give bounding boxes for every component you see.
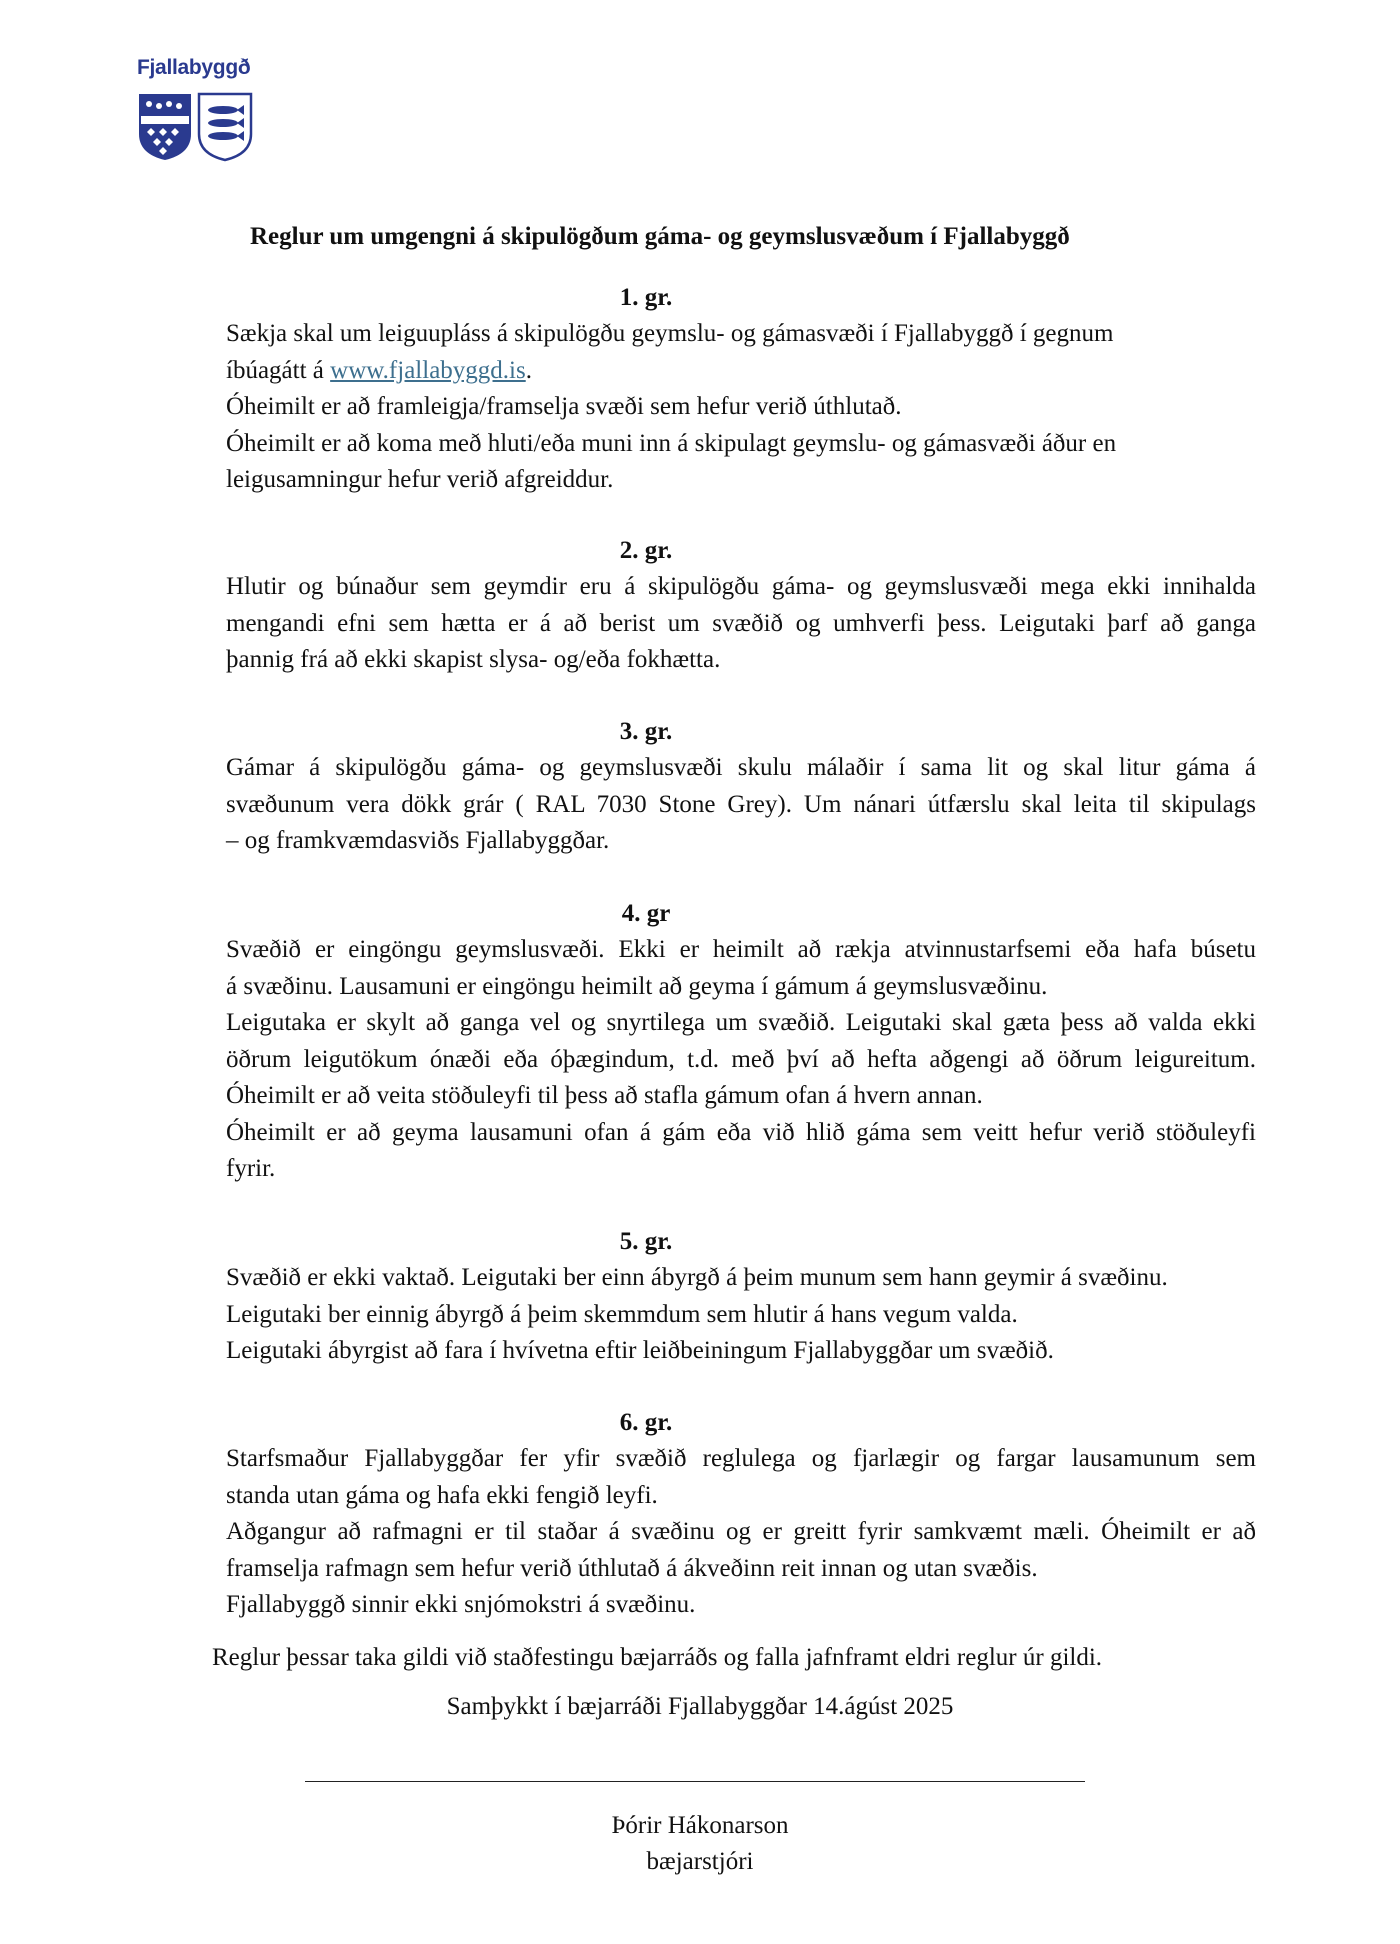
article-line: Fjallabyggð sinnir ekki snjómokstri á svæðinu. — [226, 1591, 696, 1618]
article-line: – og framkvæmdasviðs Fjallabyggðar. — [226, 827, 610, 854]
article-line: svæðunum vera dökk grár ( RAL 7030 Stone Grey). Um nánari útfærslu skal leita til skipulags — [226, 790, 1256, 818]
article-line: Svæðið er eingöngu geymslusvæði. Ekki er heimilt að rækja atvinnustarfsemi eða hafa búsetu — [226, 936, 1256, 963]
article-line: standa utan gáma og hafa ekki fengið leyfi. — [226, 1481, 658, 1509]
article-6 — [226, 1405, 1256, 1624]
approval-date: Samþykkt í bæjarráði Fjallabyggðar 14.ágúst 2025 — [446, 1693, 954, 1720]
signature-line — [305, 1781, 1085, 1782]
coat-of-arms-icon — [137, 92, 257, 162]
article-line — [226, 353, 1226, 390]
article-line: leigusamningur hefur verið afgreiddur. — [226, 466, 614, 493]
article-2 — [226, 533, 1256, 679]
article-line: framselja rafmagn sem hefur verið úthlutað á ákveðinn reit innan og utan svæðis. — [226, 1554, 1038, 1582]
article-line: Óheimilt er að geyma lausamuni ofan á gám eða við hlið gáma sem veitt hefur verið stöðuleyfi — [226, 1118, 1256, 1146]
document-title: Reglur um umgengni á skipulögðum gáma- og geymslusvæðum í Fjallabyggð — [250, 223, 1070, 250]
article-line: mengandi efni sem hætta er á að berist um svæðið og umhverfi þess. Leigutaki þarf að ganga — [226, 609, 1256, 637]
article-line: Sækja skal um leiguupláss á skipulögðu geymslu- og gámasvæði í Fjallabyggð í gegnum — [226, 320, 1114, 347]
article-heading: 6. gr. — [619, 1409, 673, 1436]
article-line: öðrum leigutökum ónæði eða óþægindum, t.d. með því að hefta aðgengi að öðrum leigureitum. — [226, 1045, 1256, 1073]
closing-statement: Reglur þessar taka gildi við staðfestingu bæjarráðs og falla jafnframt eldri reglur úr gildi. — [212, 1644, 1103, 1671]
signatory-name: Þórir Hákonarson — [611, 1812, 789, 1839]
logo-wordmark: Fjallabyggð — [137, 56, 251, 79]
article-3 — [226, 714, 1256, 860]
article-heading: 5. gr. — [619, 1228, 673, 1255]
article-5 — [226, 1224, 1226, 1370]
article-text: íbúagátt á — [226, 356, 331, 384]
article-4 — [226, 896, 1256, 1188]
article-line: þannig frá að ekki skapist slysa- og/eða fokhætta. — [226, 646, 721, 673]
article-line: Aðgangur að rafmagni er til staðar á svæðinu og er greitt fyrir samkvæmt mæli. Óheimilt er að — [226, 1518, 1256, 1545]
article-1 — [226, 280, 1226, 499]
website-link[interactable]: www.fjallabyggd.is — [330, 356, 526, 384]
article-line: Starfsmaður Fjallabyggðar fer yfir svæðið reglulega og fjarlægir og fargar lausamunum sem — [226, 1445, 1256, 1472]
article-line: Hlutir og búnaður sem geymdir eru á skipulögðu gáma- og geymslusvæði mega ekki innihalda — [226, 573, 1256, 600]
article-line: á svæðinu. Lausamuni er eingöngu heimilt að geyma í gámum á geymslusvæðinu. — [226, 972, 1048, 1000]
article-line: Leigutaki ábyrgist að fara í hvívetna eftir leiðbeiningum Fjallabyggðar um svæðið. — [226, 1337, 1054, 1364]
article-heading: 2. gr. — [619, 537, 673, 564]
article-line: Gámar á skipulögðu gáma- og geymslusvæði skulu málaðir í sama lit og skal litur gáma á — [226, 754, 1256, 781]
article-line: fyrir. — [226, 1155, 276, 1182]
article-text: . — [525, 356, 532, 384]
article-line: Óheimilt er að veita stöðuleyfi til þess að stafla gámum ofan á hvern annan. — [226, 1082, 983, 1109]
signatory-title: bæjarstjóri — [646, 1848, 754, 1875]
article-heading: 3. gr. — [619, 718, 673, 745]
article-line: Leigutaki ber einnig ábyrgð á þeim skemmdum sem hlutir á hans vegum valda. — [226, 1300, 1018, 1328]
article-heading: 4. gr — [621, 900, 671, 927]
article-line: Svæðið er ekki vaktað. Leigutaki ber einn ábyrgð á þeim munum sem hann geymir á svæðinu. — [226, 1264, 1168, 1291]
municipality-logo — [137, 56, 267, 168]
article-line: Óheimilt er að framleigja/framselja svæði sem hefur verið úthlutað. — [226, 393, 902, 420]
article-line: Óheimilt er að koma með hluti/eða muni inn á skipulagt geymslu- og gámasvæði áður en — [226, 429, 1117, 457]
article-heading: 1. gr. — [619, 284, 673, 311]
article-line: Leigutaka er skylt að ganga vel og snyrtilega um svæðið. Leigutaki skal gæta þess að valda ekki — [226, 1009, 1256, 1036]
